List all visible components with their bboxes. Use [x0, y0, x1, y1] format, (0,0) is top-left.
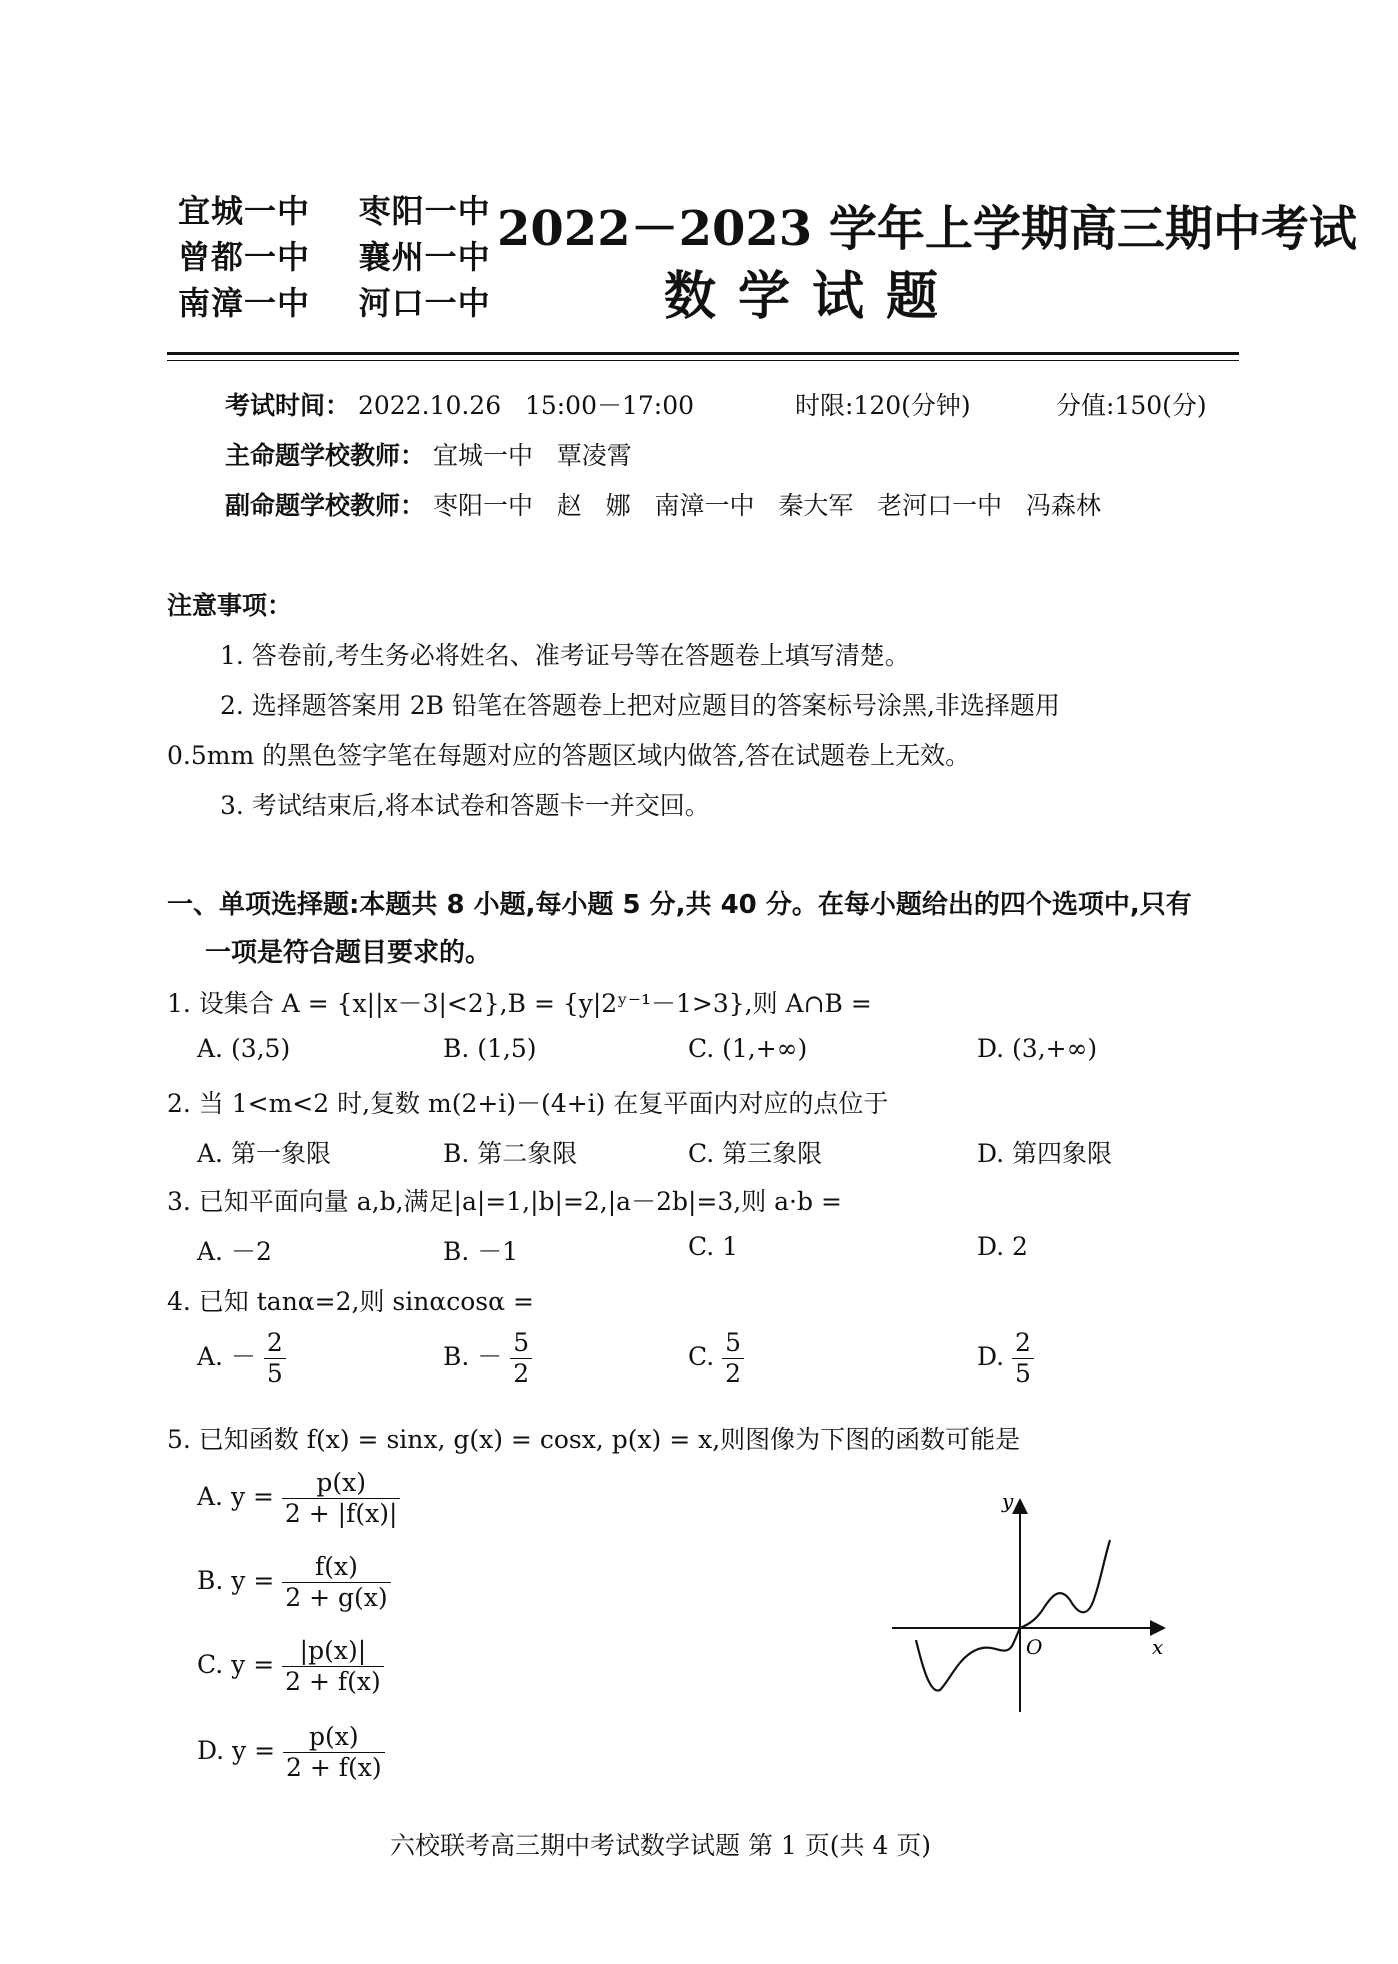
- option: B. (1,5): [443, 1034, 537, 1063]
- option: [197, 1552, 391, 1613]
- numerator: f(x): [282, 1552, 390, 1583]
- question-stem: 5. 已知函数 f(x) = sinx, g(x) = cosx, p(x) = x,则图像为下图的函数可能是: [167, 1425, 1021, 1454]
- option: D. 2: [977, 1232, 1028, 1261]
- note-item: 0.5mm 的黑色签字笔在每题对应的答题区域内做答,答在试题卷上无效。: [167, 741, 971, 770]
- section-heading-cont: 一项是符合题目要求的。: [205, 938, 492, 968]
- question-stem: 3. 已知平面向量 a,b,满足|a|=1,|b|=2,|a－2b|=3,则 a·b =: [167, 1187, 842, 1216]
- school-line-3: [178, 278, 491, 324]
- school-name: 宜城一中: [178, 192, 311, 230]
- school-name: 襄州一中: [358, 238, 491, 276]
- exam-time-value: 2022.10.26 15:00－17:00: [357, 391, 695, 420]
- function-curve: [916, 1540, 1110, 1691]
- option-label: D.: [977, 1342, 1013, 1371]
- deputy-teacher-line: [225, 486, 1101, 522]
- y-axis-label: y: [1002, 1489, 1014, 1513]
- option: B. －1: [443, 1237, 519, 1266]
- denominator: 5: [266, 1359, 283, 1388]
- header-rule-thin: [167, 360, 1239, 361]
- numerator: p(x): [282, 1468, 400, 1499]
- option: [688, 1328, 744, 1389]
- option: A. －2: [197, 1237, 272, 1266]
- exam-duration: 时限:120(分钟): [795, 391, 971, 420]
- school-line-2: [178, 232, 491, 278]
- school-name: 南漳一中: [178, 284, 311, 322]
- option: C. 第三象限: [688, 1139, 823, 1168]
- fraction: [282, 1636, 384, 1697]
- exam-score: 分值:150(分): [1056, 391, 1207, 420]
- option: A. (3,5): [197, 1034, 291, 1063]
- fraction: [722, 1328, 744, 1389]
- origin-label: O: [1026, 1635, 1043, 1659]
- fraction: [283, 1722, 385, 1783]
- option-label: D. y =: [197, 1736, 276, 1765]
- fraction: [510, 1328, 532, 1389]
- option-label: C.: [688, 1342, 723, 1371]
- numerator: 2: [1012, 1328, 1034, 1359]
- exam-time-label: 考试时间：: [225, 391, 351, 420]
- chief-teacher-line: [225, 436, 632, 472]
- deputy-teacher-value: 枣阳一中 赵 娜 南漳一中 秦大军 老河口一中 冯森林: [432, 491, 1102, 520]
- page-footer: 六校联考高三期中考试数学试题 第 1 页(共 4 页): [390, 1831, 932, 1860]
- option: [443, 1328, 532, 1389]
- option-label: B. －: [443, 1342, 503, 1371]
- school-name: 曾都一中: [178, 238, 311, 276]
- option: D. (3,+∞): [977, 1034, 1098, 1063]
- option: A. 第一象限: [197, 1139, 331, 1168]
- fraction: [282, 1552, 390, 1613]
- numerator: |p(x)|: [282, 1636, 384, 1667]
- school-name: 河口一中: [358, 284, 491, 322]
- option: [197, 1722, 385, 1783]
- denominator: 2 + f(x): [286, 1753, 382, 1782]
- option: [197, 1636, 384, 1697]
- notes-heading: 注意事项：: [167, 591, 293, 620]
- chief-teacher-label: 主命题学校教师：: [225, 441, 426, 470]
- note-item: 1. 答卷前,考生务必将姓名、准考证号等在答题卷上填写清楚。: [220, 641, 910, 670]
- exam-subject-title: 数学试题: [664, 267, 961, 327]
- option-label: C. y =: [197, 1650, 275, 1679]
- option: C. (1,+∞): [688, 1034, 808, 1063]
- option: D. 第四象限: [977, 1139, 1113, 1168]
- note-item: 3. 考试结束后,将本试卷和答题卡一并交回。: [220, 791, 710, 820]
- denominator: 2 + |f(x)|: [284, 1499, 398, 1528]
- note-item: 2. 选择题答案用 2B 铅笔在答题卷上把对应题目的答案标号涂黑,非选择题用: [220, 691, 1060, 720]
- question-stem: 4. 已知 tanα=2,则 sinαcosα =: [167, 1287, 534, 1316]
- option-label: A. －: [197, 1342, 256, 1371]
- exam-time-line: [225, 386, 694, 422]
- school-name: 枣阳一中: [358, 192, 491, 230]
- numerator: p(x): [283, 1722, 385, 1753]
- option-label: A. y =: [197, 1482, 274, 1511]
- question-stem: 2. 当 1<m<2 时,复数 m(2+i)－(4+i) 在复平面内对应的点位于: [167, 1089, 889, 1118]
- numerator: 5: [510, 1328, 532, 1359]
- fraction: [1012, 1328, 1034, 1389]
- denominator: 2: [725, 1359, 742, 1388]
- header-rule-thick: [167, 352, 1239, 355]
- school-line-1: [178, 186, 491, 232]
- option: C. 1: [688, 1232, 739, 1261]
- section-heading: 一、单项选择题:本题共 8 小题,每小题 5 分,共 40 分。在每小题给出的四个选项中,只有: [167, 890, 1192, 920]
- numerator: 2: [264, 1328, 286, 1359]
- fraction: [264, 1328, 286, 1389]
- chief-teacher-value: 宜城一中 覃凌霄: [432, 441, 632, 470]
- option: [197, 1328, 286, 1389]
- option-label: B. y =: [197, 1566, 275, 1595]
- denominator: 5: [1015, 1359, 1031, 1388]
- denominator: 2: [513, 1359, 530, 1388]
- deputy-teacher-label: 副命题学校教师：: [225, 491, 426, 520]
- question-stem: 1. 设集合 A = {x||x－3|<2},B = {y|2ʸ⁻¹－1>3},则 A∩B =: [167, 989, 872, 1018]
- fraction: [282, 1468, 400, 1529]
- denominator: 2 + g(x): [285, 1583, 388, 1612]
- function-graph: [880, 1490, 1180, 1720]
- exam-title: 2022－2023 学年上学期高三期中考试: [497, 201, 1357, 257]
- numerator: 5: [722, 1328, 744, 1359]
- option: [977, 1328, 1034, 1389]
- x-axis-label: x: [1152, 1635, 1164, 1659]
- option: B. 第二象限: [443, 1139, 578, 1168]
- option: [197, 1468, 400, 1529]
- denominator: 2 + f(x): [285, 1667, 381, 1696]
